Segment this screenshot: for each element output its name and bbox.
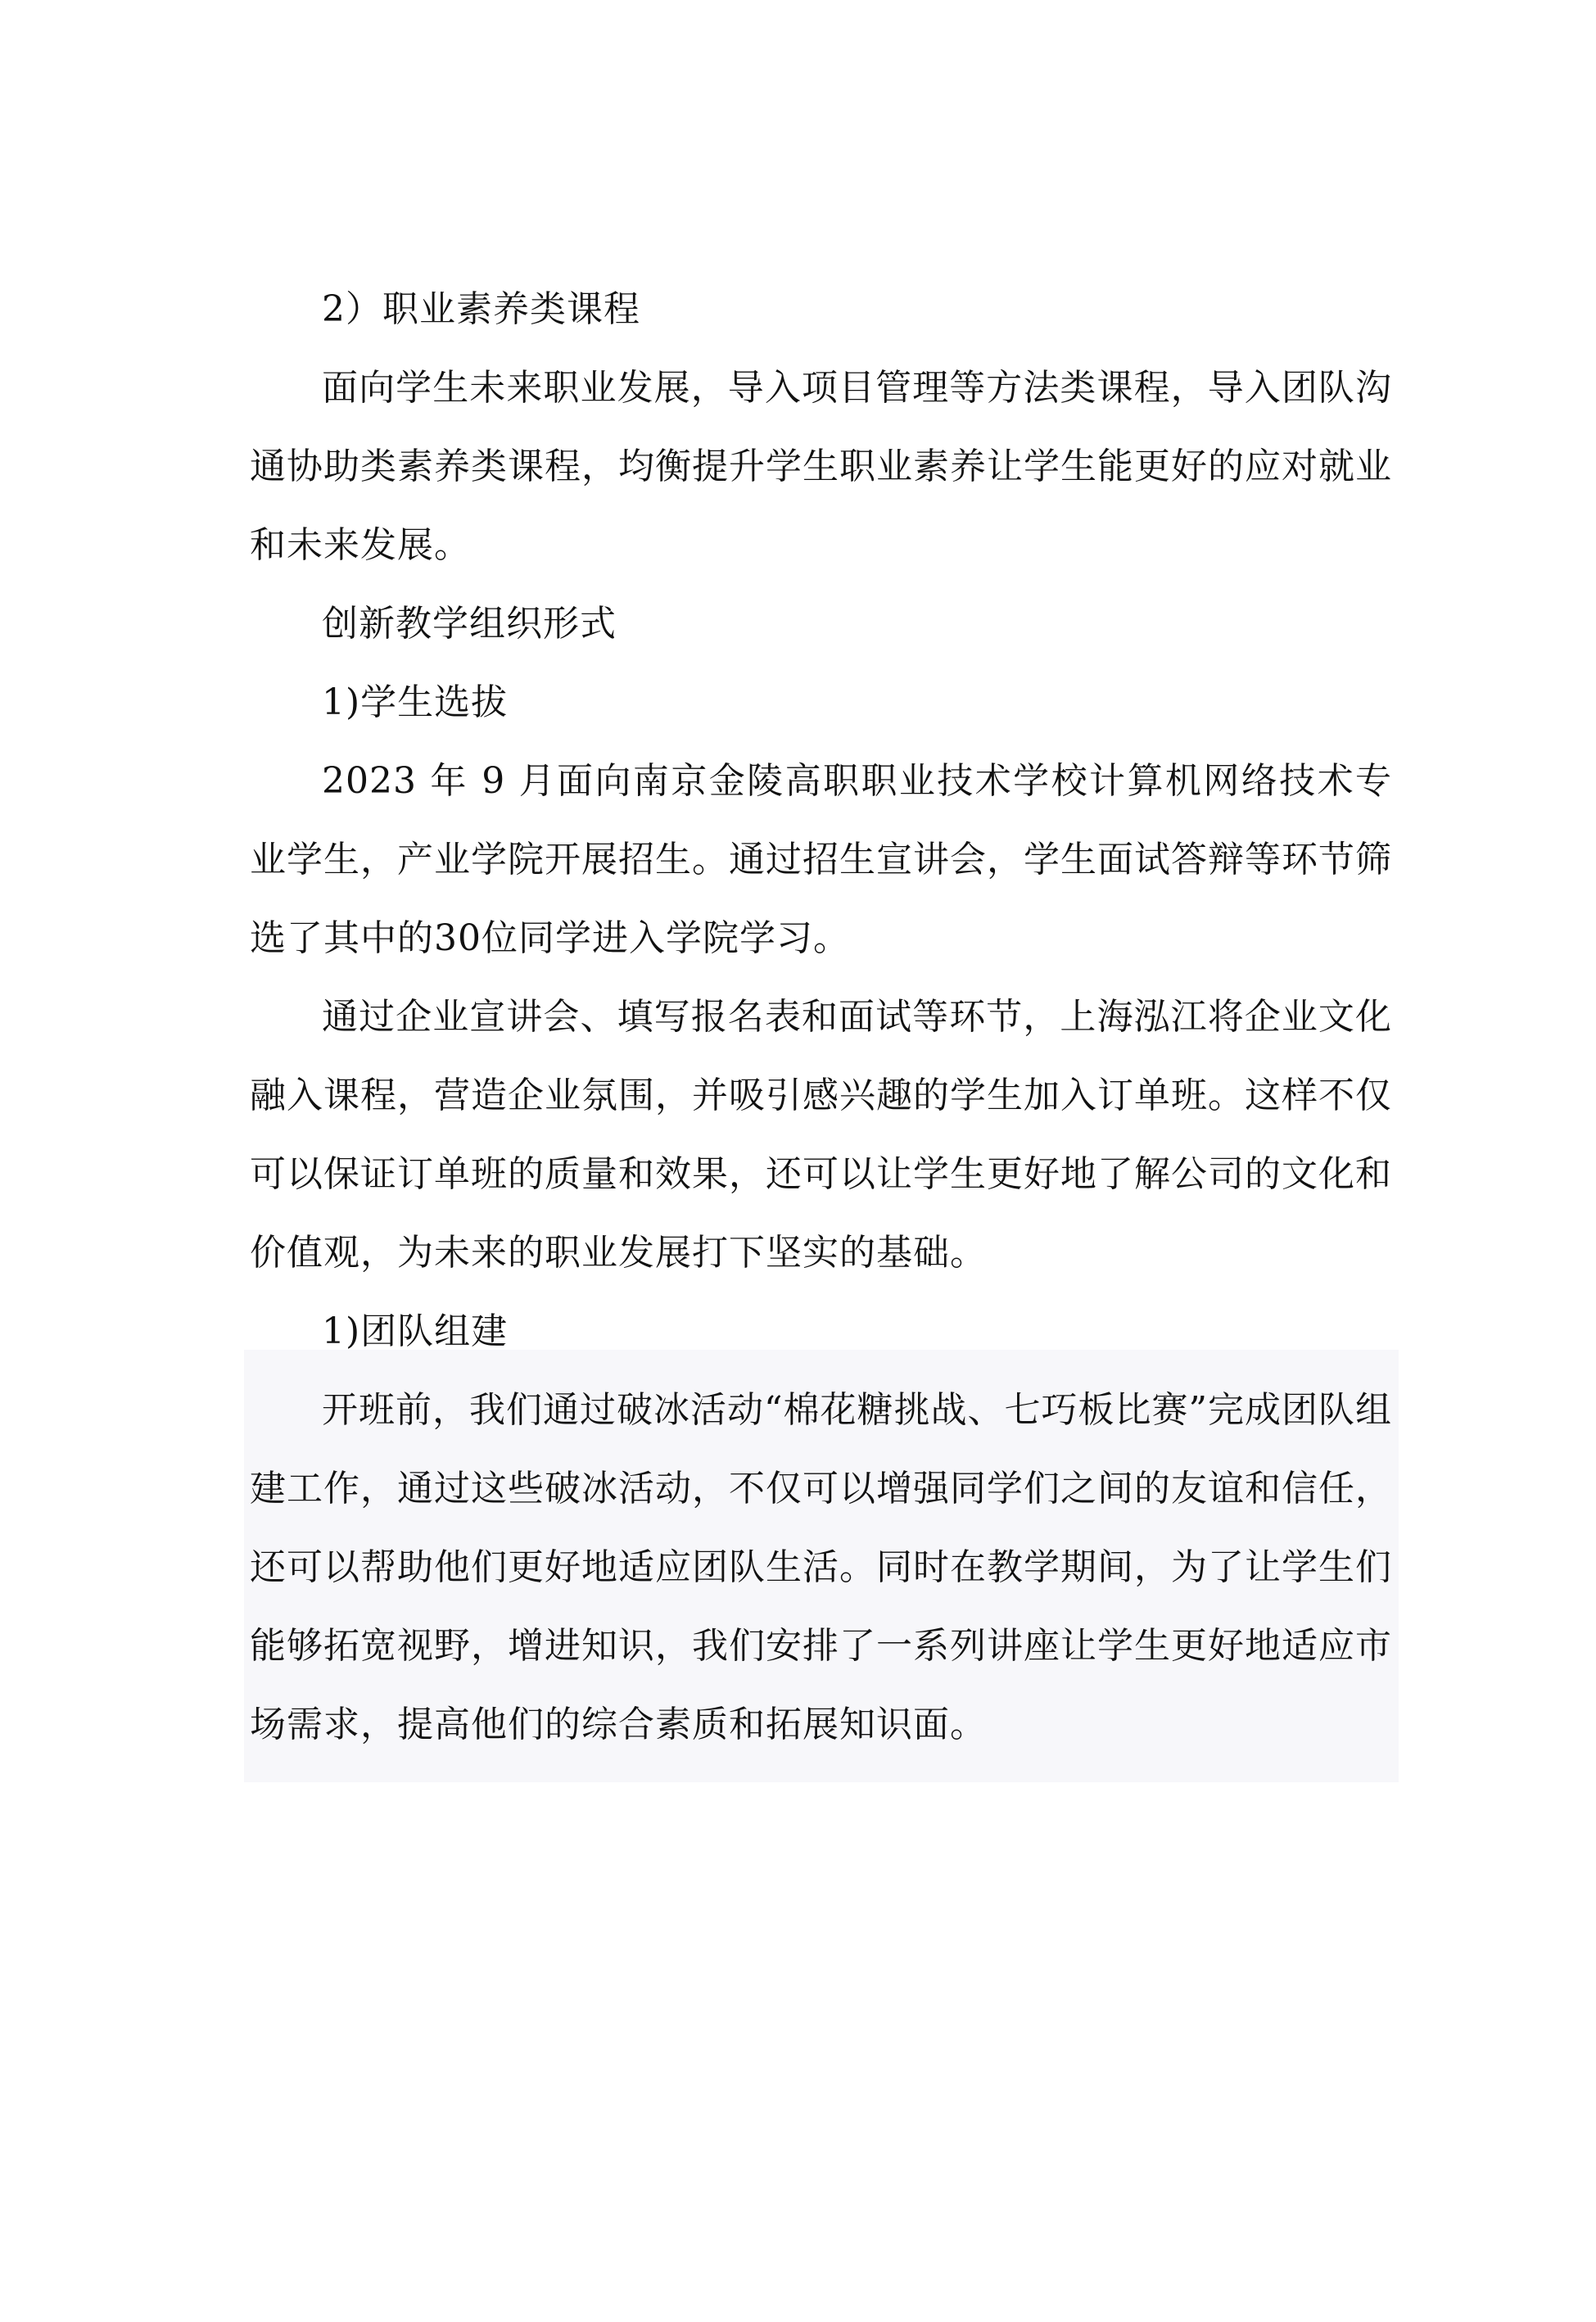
paragraph-career-courses: 面向学生未来职业发展，导入项目管理等方法类课程，导入团队沟通协助类素养类课程，均衡提升学生职业素养让学生能更好的应对就业和未来发展。 [250,367,1392,566]
paragraph-enterprise: 通过企业宣讲会、填写报名表和面试等环节，上海泓江将企业文化融入课程，营造企业氛围，并吸引感兴趣的学生加入订单班。这样不仅可以保证订单班的质量和效果，还可以让学生更好地了解公司的文化和价值观，为未来的职业发展打下坚实的基础。 [250,996,1392,1274]
paragraph-team-building: 开班前，我们通过破冰活动“棉花糖挑战、七巧板比赛”完成团队组建工作，通过这些破冰活动，不仅可以增强同学们之间的友谊和信任，还可以帮助他们更好地适应团队生活。同时在教学期间，为了让学生们能够拓宽视野，增进知识，我们安排了一系列讲座让学生更好地适应市场需求，提高他们的综合素质和拓展知识面。 [250,1389,1392,1745]
heading-innovation: 创新教学组织形式 [322,603,617,645]
heading-team-building: 1)团队组建 [322,1310,509,1352]
paragraph-student-selection: 2023 年 9 月面向南京金陵高职职业技术学校计算机网络技术专业学生，产业学院开展招生。通过招生宣讲会，学生面试答辩等环节筛选了其中的30位同学进入学院学习。 [250,760,1392,959]
heading-student-selection: 1)学生选拔 [322,681,509,723]
heading-career-courses: 2）职业素养类课程 [322,288,640,330]
